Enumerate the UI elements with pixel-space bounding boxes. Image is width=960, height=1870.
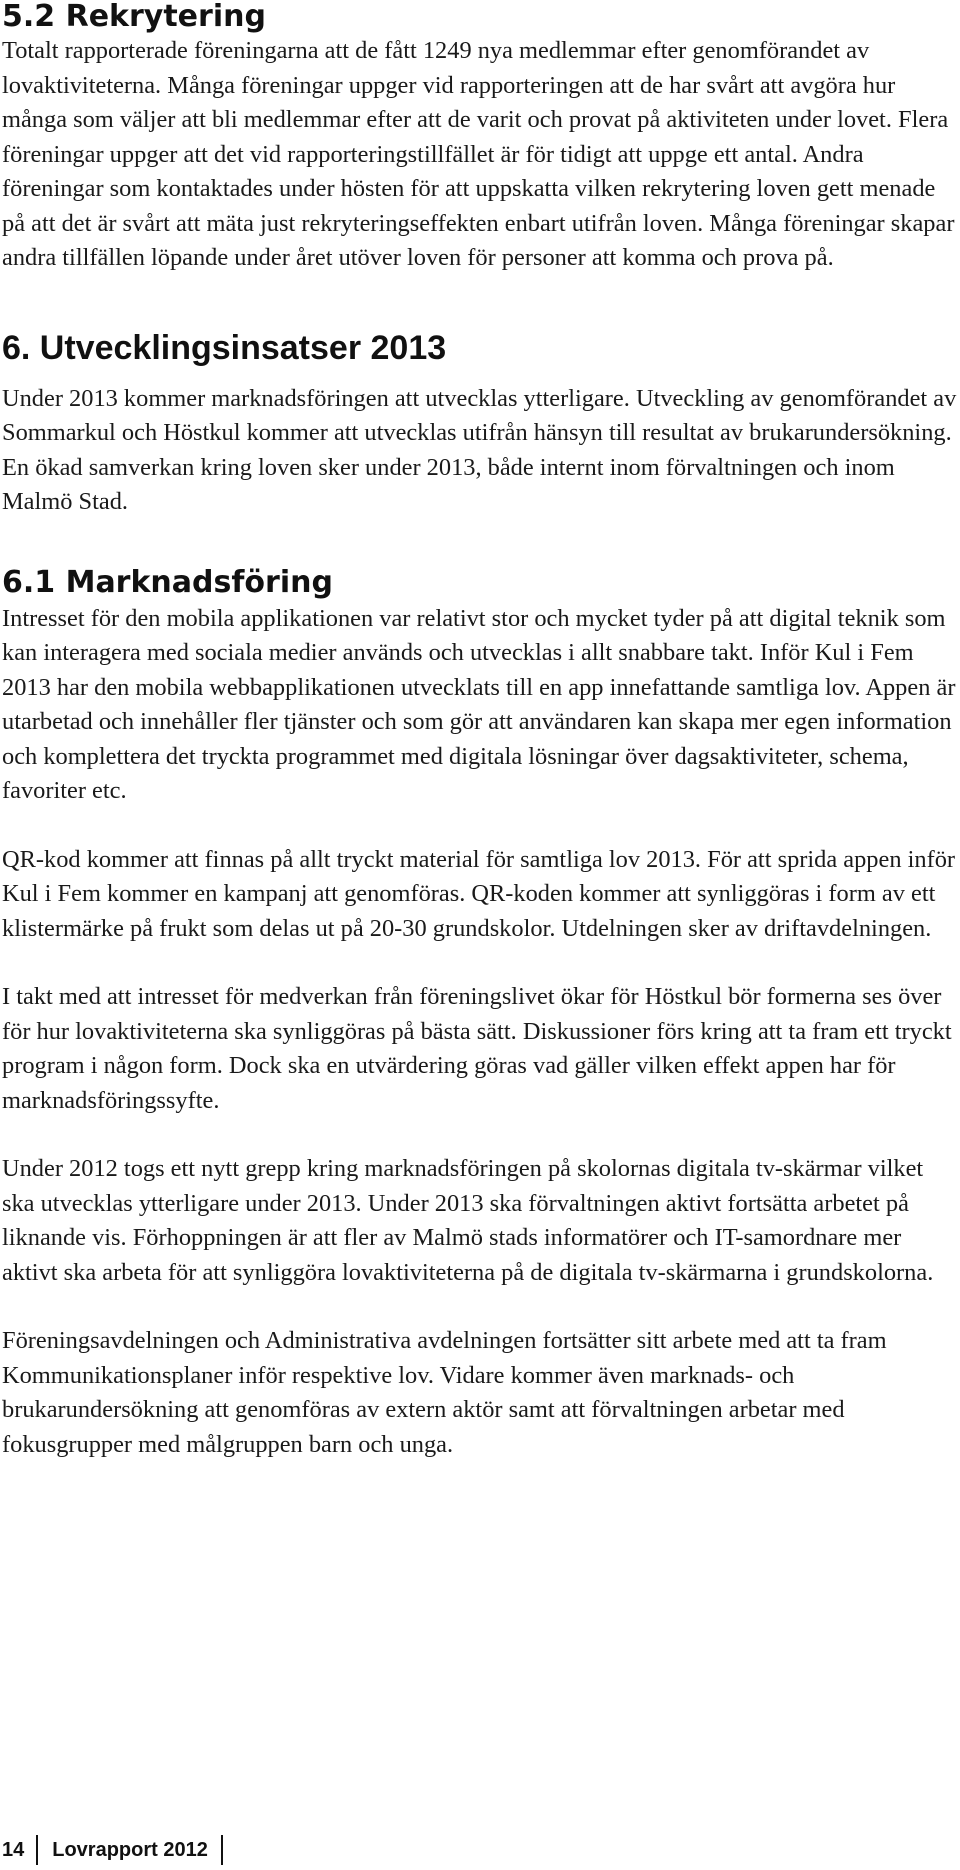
footer-divider-end (221, 1835, 223, 1865)
page-footer (2, 1832, 223, 1868)
section-5-2-heading: 5.2 Rekrytering (2, 0, 266, 34)
page-number: 14 (2, 1838, 25, 1861)
section-6-1-paragraph-4: Under 2012 togs ett nytt grepp kring marknadsföringen på skolornas digitala tv-skärmar vilket ska utvecklas ytterligare under 2013. Under 2013 ska förvaltningen aktivt fortsätta arbetet på liknande vis. Förhoppningen är att fler av Malmö stads informatörer och IT-samordnare mer aktivt ska arbeta för att synliggöra lovaktiviteterna på de digitala tv-skärmarna i grundskolorna. (2, 1155, 934, 1286)
section-6-paragraph: Under 2013 kommer marknadsföringen att utvecklas ytterligare. Utveckling av genomförandet av Sommarkul och Höstkul kommer att utvecklas utifrån hänsyn till resultat av brukarundersökning. En ökad samverkan kring loven sker under 2013, både internt inom förvaltningen och inom Malmö Stad. (2, 384, 957, 515)
section-6-heading: 6. Utvecklingsinsatser 2013 (2, 328, 447, 367)
section-6-1-paragraph-1: Intresset för den mobila applikationen var relativt stor och mycket tyder på att digital teknik som kan interagera med sociala medier används och utvecklas i allt snabbare takt. Inför Kul i Fem 2013 har den mobila webbapplikationen utvecklats till en app innefattande samtliga lov. Appen är utarbetad och innehåller fler tjänster och som gör att användaren kan skapa mer egen information och komplettera det tryckta programmet med digitala lösningar över dagsaktiviteter, schema, favoriter etc. (2, 604, 956, 804)
footer-divider (36, 1835, 38, 1865)
section-6-1-heading: 6.1 Marknadsföring (2, 564, 333, 600)
section-6-1-paragraph-3: I takt med att intresset för medverkan från föreningslivet ökar för Höstkul bör formerna ses över för hur lovaktiviteterna ska synliggöras på bästa sätt. Diskussioner förs kring att ta fram ett tryckt program i någon form. Dock ska en utvärdering göras vad gäller vilken effekt appen har för marknadsföringssyfte. (2, 983, 952, 1114)
section-6-1-paragraph-5: Föreningsavdelningen och Administrativa avdelningen fortsätter sitt arbete med att ta fram Kommunikationsplaner inför respektive lov. Vidare kommer även marknads- och brukarundersökning att genomföras av extern aktör samt att förvaltningen arbetar med fokusgrupper med målgruppen barn och unga. (2, 1327, 887, 1458)
section-6-1-paragraph-2: QR-kod kommer att finnas på allt tryckt material för samtliga lov 2013. För att sprida appen inför Kul i Fem kommer en kampanj att genomföras. QR-koden kommer att synliggöras i form av ett klistermärke på frukt som delas ut på 20-30 grundskolor. Utdelningen sker av driftavdelningen. (2, 845, 956, 942)
page-content (2, 0, 957, 1462)
section-5-2-paragraph: Totalt rapporterade föreningarna att de fått 1249 nya medlemmar efter genomförandet av lovaktiviteterna. Många föreningar uppger vid rapporteringen att de har svårt att avgöra hur många som väljer att bli medlemmar efter att de varit och provat på aktiviteten under lovet. Flera föreningar uppger att det vid rapporteringstillfället är för tidigt att uppge ett antal. Andra föreningar som kontaktades under hösten för att uppskatta vilken rekrytering loven gett menade på att det är svårt att mäta just rekryteringseffekten enbart utifrån loven. Många föreningar skapar andra tillfällen löpande under året utöver loven för personer att komma och prova på. (2, 37, 955, 271)
footer-document-title: Lovrapport 2012 (52, 1838, 208, 1861)
